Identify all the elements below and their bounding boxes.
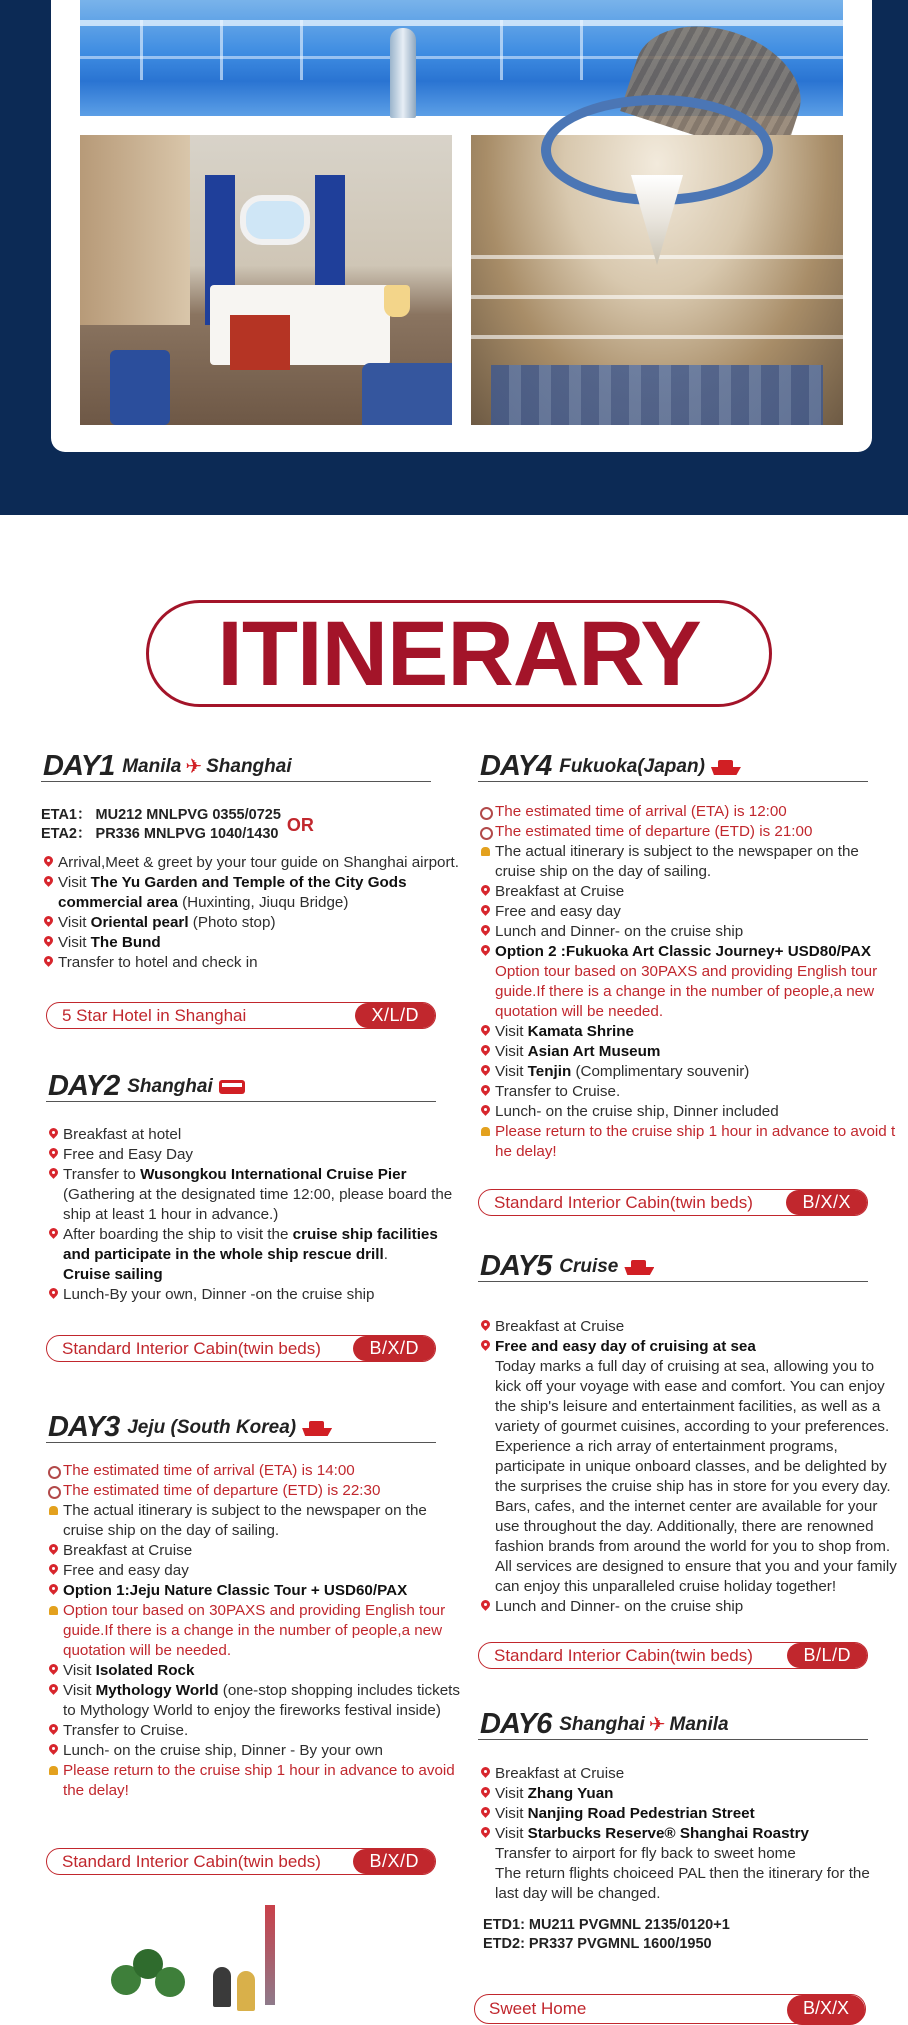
list-item: Visit Tenjin (Complimentary souvenir)	[478, 1062, 868, 1082]
bus-icon	[219, 1080, 245, 1094]
location-pin-icon	[480, 1600, 491, 1614]
bell-icon	[48, 1504, 59, 1518]
etd2: ETD2: PR337 PVGMNL 1600/1950	[483, 1936, 712, 1952]
day4-hotel: Standard Interior Cabin(twin beds)	[494, 1192, 753, 1212]
list-item: Option 2 :Fukuoka Art Classic Journey+ USD80/PAX	[478, 942, 868, 962]
day3-hotel-pill	[46, 1848, 436, 1875]
list-item: Free and easy day	[46, 1561, 436, 1581]
location-pin-icon	[48, 1564, 59, 1578]
location-pin-icon	[480, 1045, 491, 1059]
day5-hotel-pill	[478, 1642, 868, 1669]
location-pin-icon	[48, 1168, 59, 1182]
list-item: The estimated time of arrival (ETA) is 14:00	[46, 1461, 436, 1481]
location-pin-icon	[48, 1584, 59, 1598]
day6-list	[478, 1764, 868, 1904]
clock-icon	[480, 825, 491, 839]
location-pin-icon	[48, 1228, 59, 1242]
location-pin-icon	[48, 1544, 59, 1558]
location-pin-icon	[480, 905, 491, 919]
list-item: Option tour based on 30PAXS and providing English tour	[495, 963, 878, 980]
day5-hotel: Standard Interior Cabin(twin beds)	[494, 1645, 753, 1665]
location-pin-icon	[43, 936, 54, 950]
list-item: Lunch-By your own, Dinner -on the cruise ship	[46, 1285, 436, 1305]
bell-icon	[480, 845, 491, 859]
day2-label: DAY2	[48, 1070, 120, 1102]
list-item: Transfer to Cruise.	[478, 1082, 868, 1102]
day1-hotel-pill	[46, 1002, 436, 1029]
location-pin-icon	[43, 956, 54, 970]
day5-section	[478, 1248, 897, 1617]
ship-icon	[624, 1259, 654, 1275]
list-item: All services are designed to ensure that you and your family	[495, 1558, 897, 1575]
atrium-photo	[471, 135, 843, 425]
list-item: Transfer to Cruise.	[46, 1721, 436, 1741]
list-item: Arrival,Meet & greet by your tour guide on Shanghai airport.	[41, 853, 431, 873]
list-item: Visit Isolated Rock	[46, 1661, 436, 1681]
location-pin-icon	[48, 1744, 59, 1758]
location-pin-icon	[480, 1105, 491, 1119]
plane-icon: ✈	[648, 1714, 666, 1736]
day1-section	[41, 748, 460, 973]
list-item: Bars, cafes, and the internet center are available for your	[495, 1498, 878, 1515]
day1-list	[41, 853, 460, 973]
bell-icon	[480, 1125, 491, 1139]
day2-section	[46, 1068, 453, 1305]
list-item: Transfer to Wusongkou International Cruise Pier	[46, 1165, 436, 1185]
list-item: After boarding the ship to visit the cruise ship facilities	[46, 1225, 436, 1245]
day2-place: Shanghai	[127, 1076, 213, 1097]
day4-meals: B/X/X	[786, 1190, 867, 1215]
list-item: The estimated time of departure (ETD) is 22:30	[46, 1481, 436, 1501]
day3-hotel: Standard Interior Cabin(twin beds)	[62, 1851, 321, 1871]
list-item: cruise ship on the day of sailing.	[495, 863, 712, 880]
location-pin-icon	[480, 1807, 491, 1821]
location-pin-icon	[48, 1148, 59, 1162]
day4-hotel-pill	[478, 1189, 868, 1216]
location-pin-icon	[43, 856, 54, 870]
day4-place: Fukuoka(Japan)	[559, 756, 705, 777]
location-pin-icon	[43, 876, 54, 890]
list-item: ship at least 1 hour in advance.)	[63, 1206, 279, 1223]
list-item: Please return to the cruise ship 1 hour in advance to avoid t	[478, 1122, 868, 1142]
list-item: guide.If there is a change in the number of people,a new	[495, 983, 875, 1000]
day6-section	[478, 1706, 868, 1954]
list-item: Visit Starbucks Reserve® Shanghai Roastry	[478, 1824, 868, 1844]
list-item: cruise ship on the day of sailing.	[63, 1522, 280, 1539]
location-pin-icon	[43, 916, 54, 930]
day2-hotel-pill	[46, 1335, 436, 1362]
list-item: Cruise sailing	[63, 1266, 163, 1283]
list-item: Experience a rich array of entertainment programs,	[495, 1438, 838, 1455]
list-item: Option tour based on 30PAXS and providing English tour	[46, 1601, 436, 1621]
list-item: Free and easy day	[478, 902, 868, 922]
list-item: Option 1:Jeju Nature Classic Tour + USD60/PAX	[46, 1581, 436, 1601]
list-item: Visit Asian Art Museum	[478, 1042, 868, 1062]
day2-hotel: Standard Interior Cabin(twin beds)	[62, 1338, 321, 1358]
day1-from: Manila	[122, 756, 182, 777]
photo-band	[0, 0, 908, 515]
list-item: Visit Nanjing Road Pedestrian Street	[478, 1804, 868, 1824]
day5-list	[478, 1317, 897, 1617]
location-pin-icon	[480, 1065, 491, 1079]
page-title: ITINERARY	[217, 602, 701, 705]
location-pin-icon	[480, 1787, 491, 1801]
list-item: quotation will be needed.	[495, 1003, 664, 1020]
ship-deck-photo	[80, 0, 843, 116]
list-item: guide.If there is a change in the number of people,a new	[63, 1622, 443, 1639]
location-pin-icon	[480, 1085, 491, 1099]
day3-label: DAY3	[48, 1411, 120, 1443]
day1-hotel: 5 Star Hotel in Shanghai	[62, 1005, 247, 1025]
day1-to: Shanghai	[206, 756, 292, 777]
clock-icon	[48, 1484, 59, 1498]
day2-header	[46, 1068, 436, 1102]
list-item: The estimated time of departure (ETD) is 21:00	[478, 822, 868, 842]
day6-hotel: Sweet Home	[489, 1999, 587, 2018]
day5-label: DAY5	[480, 1250, 552, 1282]
day6-to: Manila	[669, 1714, 729, 1735]
list-item: fashion brands from around the world for you to shop from.	[495, 1538, 891, 1555]
list-item: Visit Zhang Yuan	[478, 1784, 868, 1804]
day5-meals: B/L/D	[787, 1643, 867, 1668]
list-item: and participate in the whole ship rescue drill.	[63, 1246, 388, 1263]
list-item: to Mythology World to enjoy the fireworks festival inside)	[63, 1702, 441, 1719]
location-pin-icon	[48, 1288, 59, 1302]
eta1: ETA1： MU212 MNLPVG 0355/0725	[41, 807, 281, 823]
plane-icon: ✈	[185, 756, 203, 778]
list-item: Visit The Yu Garden and Temple of the City Gods	[41, 873, 431, 893]
bell-icon	[48, 1764, 59, 1778]
day5-header	[478, 1248, 868, 1282]
day6-flights	[478, 1916, 868, 1954]
list-item: Breakfast at Cruise	[46, 1541, 436, 1561]
list-item: Breakfast at Cruise	[478, 882, 868, 902]
location-pin-icon	[480, 925, 491, 939]
list-item: Visit Kamata Shrine	[478, 1022, 868, 1042]
list-item: participate in unique onboard classes, and be delighted by	[495, 1458, 887, 1475]
location-pin-icon	[480, 1767, 491, 1781]
day1-flights	[41, 806, 431, 844]
location-pin-icon	[480, 945, 491, 959]
clock-icon	[48, 1464, 59, 1478]
day1-header	[41, 748, 431, 782]
list-item: the ship's leisure and entertainment facilities, as well as a	[495, 1398, 881, 1415]
list-item: Free and easy day of cruising at sea	[478, 1337, 868, 1357]
day6-label: DAY6	[480, 1708, 552, 1740]
day6-meals: B/X/X	[787, 1995, 865, 2025]
day5-place: Cruise	[559, 1256, 619, 1277]
list-item: he delay!	[495, 1143, 557, 1160]
list-item: quotation will be needed.	[63, 1642, 232, 1659]
ship-icon	[711, 759, 741, 775]
location-pin-icon	[480, 1827, 491, 1841]
location-pin-icon	[480, 1320, 491, 1334]
eta2: ETA2： PR336 MNLPVG 1040/1430	[41, 826, 279, 842]
list-item: Lunch and Dinner- on the cruise ship	[478, 922, 868, 942]
day6-hotel-pill	[474, 1994, 866, 2024]
list-item: use throughout the day. Additionally, there are renowned	[495, 1518, 874, 1535]
day1-meals: X/L/D	[355, 1003, 435, 1028]
day2-list	[46, 1125, 453, 1305]
list-item: Breakfast at Cruise	[478, 1764, 868, 1784]
list-item: kick off your voyage with ease and comfort. You can enjoy	[495, 1378, 885, 1395]
day2-meals: B/X/D	[353, 1336, 435, 1361]
list-item: Visit Mythology World (one-stop shopping includes tickets	[46, 1681, 436, 1701]
day3-list	[46, 1461, 460, 1801]
list-item: Lunch and Dinner- on the cruise ship	[478, 1597, 868, 1617]
location-pin-icon	[48, 1664, 59, 1678]
travel-illustration	[105, 1905, 305, 2007]
day3-header	[46, 1409, 436, 1443]
day3-meals: B/X/D	[353, 1849, 435, 1874]
bell-icon	[48, 1604, 59, 1618]
day4-label: DAY4	[480, 750, 552, 782]
list-item: Visit The Bund	[41, 933, 431, 953]
location-pin-icon	[480, 1340, 491, 1354]
list-item: variety of gourmet cuisines, according to your preferences.	[495, 1418, 890, 1435]
list-item: (Gathering at the designated time 12:00, please board the	[63, 1186, 453, 1203]
day6-from: Shanghai	[559, 1714, 645, 1735]
list-item: Free and Easy Day	[46, 1145, 436, 1165]
day4-list	[478, 802, 896, 1162]
location-pin-icon	[480, 885, 491, 899]
ship-icon	[302, 1420, 332, 1436]
day3-place: Jeju (South Korea)	[127, 1417, 297, 1438]
list-item: The estimated time of arrival (ETA) is 12:00	[478, 802, 868, 822]
list-item: Lunch- on the cruise ship, Dinner included	[478, 1102, 868, 1122]
list-item: last day will be changed.	[495, 1885, 661, 1902]
list-item: the surprises the cruise ship has in store for you every day.	[495, 1478, 891, 1495]
cabin-photo	[80, 135, 452, 425]
list-item: Today marks a full day of cruising at sea, allowing you to	[495, 1358, 875, 1375]
clock-icon	[480, 805, 491, 819]
list-item: can enjoy this unparalleled cruise holiday together!	[495, 1578, 837, 1595]
list-item: Breakfast at hotel	[46, 1125, 436, 1145]
location-pin-icon	[48, 1724, 59, 1738]
list-item: the delay!	[63, 1782, 129, 1799]
list-item: commercial area (Huxinting, Jiuqu Bridge)	[58, 894, 349, 911]
list-item: Lunch- on the cruise ship, Dinner - By your own	[46, 1741, 436, 1761]
list-item: Breakfast at Cruise	[478, 1317, 868, 1337]
day1-label: DAY1	[43, 750, 115, 782]
list-item: The actual itinerary is subject to the newspaper on the	[478, 842, 868, 862]
location-pin-icon	[480, 1025, 491, 1039]
day4-header	[478, 748, 868, 782]
list-item: The return flights choiceed PAL then the itinerary for the	[495, 1865, 870, 1882]
day4-section	[478, 748, 896, 1162]
day3-section	[46, 1409, 460, 1801]
list-item: Please return to the cruise ship 1 hour in advance to avoid	[46, 1761, 436, 1781]
etd1: ETD1: MU211 PVGMNL 2135/0120+1	[483, 1917, 730, 1933]
list-item: Visit Oriental pearl (Photo stop)	[41, 913, 431, 933]
list-item: The actual itinerary is subject to the newspaper on the	[46, 1501, 436, 1521]
list-item: Transfer to hotel and check in	[41, 953, 431, 973]
or-label: OR	[286, 814, 314, 835]
itinerary-title-pill	[146, 600, 772, 707]
list-item: Transfer to airport for fly back to sweet home	[495, 1845, 796, 1862]
day6-header	[478, 1706, 868, 1740]
location-pin-icon	[48, 1684, 59, 1698]
location-pin-icon	[48, 1128, 59, 1142]
